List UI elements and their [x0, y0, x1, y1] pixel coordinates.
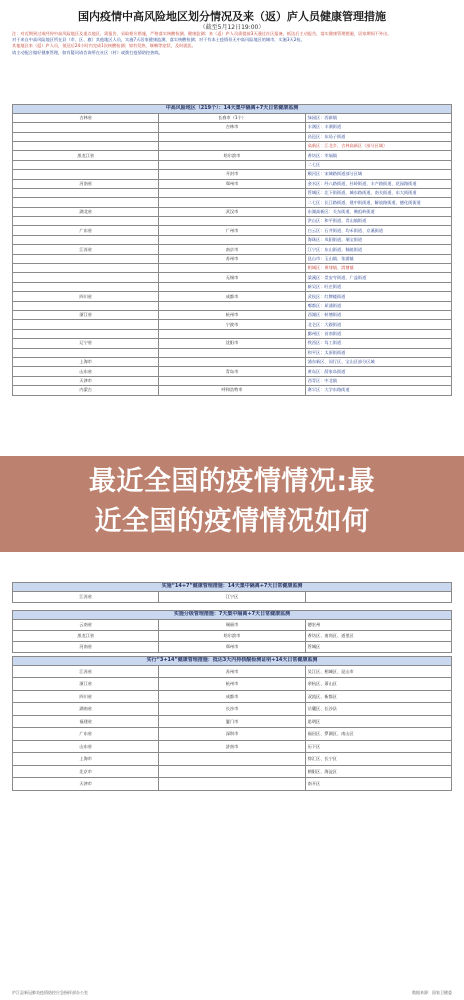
area-cell: 香坊区、南岗区、道里区 [305, 630, 451, 641]
table-row [13, 715, 452, 728]
city-cell: 青岛市 [159, 367, 305, 376]
table-row [13, 179, 452, 188]
table-row [13, 264, 452, 273]
province-cell: 云南省 [13, 619, 159, 630]
area-cell: 香坊区：幸福镇 [305, 151, 451, 160]
province-cell [13, 160, 159, 169]
section-header: 实施分级管理措施：7天集中隔离+7天日常健康监测 [13, 611, 452, 620]
area-cell: 管城区 [305, 641, 451, 652]
area-cell: 二七区 [305, 160, 451, 169]
province-cell: 浙江省 [13, 311, 159, 320]
city-cell [159, 132, 305, 141]
area-cell: 历下区 [305, 740, 451, 753]
province-cell: 江苏省 [13, 245, 159, 254]
notice-line: 对于来自中高风险地区所在县（市、区、旗）其他地区人员，实施7天居家健康监测，落实核酸检测；对于有本土疫情但无中高风险地区的城市，实施3天2检。 [12, 37, 305, 43]
city-cell: 长沙市 [159, 703, 305, 716]
table-row [13, 753, 452, 766]
area-cell: 西青区：中北镇 [305, 376, 451, 385]
province-cell [13, 235, 159, 244]
footer-source: 数据来源：国家卫健委 [412, 990, 452, 995]
table-row [13, 198, 452, 207]
table-row [13, 311, 452, 320]
area-cell: 朝阳区、海淀区 [305, 765, 451, 778]
table-row [13, 357, 452, 366]
table-row [13, 665, 452, 678]
area-cell: 绿园区：西新镇 [305, 113, 451, 122]
city-cell: 苏州市 [159, 665, 305, 678]
area-cell: 相城区：黄埭镇、渭塘镇 [305, 264, 451, 273]
province-cell [13, 320, 159, 329]
table-row [13, 254, 452, 263]
area-cell: 武侯区：红牌楼街道 [305, 292, 451, 301]
city-cell [159, 217, 305, 226]
city-cell: 无锡市 [159, 273, 305, 282]
table-row [13, 132, 452, 141]
area-cell: 二七区：长江路街道、建中街街道、解放路街道、德化街街道 [305, 198, 451, 207]
area-cell: 和平区：太原街街道 [305, 348, 451, 357]
province-cell: 浙江省 [13, 678, 159, 691]
document-footer [12, 990, 452, 996]
city-cell [159, 765, 305, 778]
city-cell: 成都市 [159, 292, 305, 301]
area-cell: 昌邑区：东局子街道 [305, 132, 451, 141]
table-row [13, 141, 452, 150]
area-cell: 高新区：江北乡、吉林高新区（部分区域） [305, 141, 451, 150]
city-cell: 瑞丽市 [159, 619, 305, 630]
city-cell: 长春市（1个） [159, 113, 305, 122]
city-cell: 杭州市 [159, 311, 305, 320]
city-cell: 郑州市 [159, 179, 305, 188]
area-cell: 铁西区：笃工街道 [305, 339, 451, 348]
province-cell: 河南省 [13, 641, 159, 652]
table-row [13, 376, 452, 385]
city-cell: 郑州市 [159, 641, 305, 652]
city-cell [159, 264, 305, 273]
area-cell: 西湖区：转塘街道 [305, 311, 451, 320]
table-row [13, 728, 452, 741]
area-cell: 梁溪区：崇安寺街道、广益街道 [305, 273, 451, 282]
table-row [13, 217, 452, 226]
city-cell [159, 348, 305, 357]
area-cell: 顺河区：宋城路街道部分区域 [305, 170, 451, 179]
province-cell: 黑龙江省 [13, 151, 159, 160]
city-cell: 广州市 [159, 226, 305, 235]
province-cell [13, 282, 159, 291]
overlay-title [0, 462, 464, 542]
table-row [13, 320, 452, 329]
province-cell [13, 123, 159, 132]
table-row [13, 151, 452, 160]
province-cell: 山东省 [13, 367, 159, 376]
city-cell [159, 198, 305, 207]
city-cell: 江宁区 [159, 591, 305, 602]
province-cell: 天津市 [13, 376, 159, 385]
area-cell: 东湖高新区：关东街道、佛祖岭街道 [305, 207, 451, 216]
area-cell: 鄞州区：首南街道 [305, 329, 451, 338]
table-row [13, 301, 452, 310]
city-cell [159, 357, 305, 366]
table-row [13, 619, 452, 630]
notice-line: 注：对近期到过或经停中高风险地区及重点地区，需报告，采取相应措施，严格落实核酸检测、健康监测；来（返）庐人员需提前3天通过社区报备，抵达后主动报告，落实健康管理措施，居家期间不外出。 [12, 31, 392, 36]
table-row [13, 282, 452, 291]
area-cell: 金水区：经八路街道、杜岭街道、丰产路街道、花园路街道 [305, 179, 451, 188]
table-row [13, 591, 452, 602]
table-row [13, 170, 452, 179]
management-table-3-14 [12, 656, 452, 791]
overlay-title-line: 近全国的疫情情况如何 [94, 506, 370, 537]
city-cell [159, 301, 305, 310]
province-cell [13, 217, 159, 226]
city-cell [159, 188, 305, 197]
area-cell: 洪山区：和平街道、青山镇街道 [305, 217, 451, 226]
province-cell [13, 273, 159, 282]
province-cell: 天津市 [13, 778, 159, 791]
area-cell: 海珠区：凤阳街道、瑞宝街道 [305, 235, 451, 244]
province-cell [13, 301, 159, 310]
table-row [13, 235, 452, 244]
area-cell: 郫都区：犀浦街道 [305, 301, 451, 310]
city-cell [159, 329, 305, 338]
table-row [13, 703, 452, 716]
province-cell: 江苏省 [13, 591, 159, 602]
province-cell: 福建省 [13, 715, 159, 728]
table-row [13, 123, 452, 132]
table-row [13, 765, 452, 778]
city-cell [159, 235, 305, 244]
section-header: 实行“3+14”健康管理措施：抵达3天内持核酸检测证明+14天日常健康监测 [13, 657, 452, 666]
area-cell: 福田区、罗湖区、南山区 [305, 728, 451, 741]
city-cell: 开封市 [159, 170, 305, 179]
area-cell: 丰满区：丰满街道 [305, 123, 451, 132]
city-cell: 宁波市 [159, 320, 305, 329]
city-cell: 杭州市 [159, 678, 305, 691]
table-row [13, 292, 452, 301]
area-cell: 思明区 [305, 715, 451, 728]
city-cell: 济南市 [159, 740, 305, 753]
table-row [13, 226, 452, 235]
table-row [13, 273, 452, 282]
province-cell [13, 188, 159, 197]
city-cell [159, 141, 305, 150]
table-row [13, 690, 452, 703]
area-cell: 北仑区：大碶街道 [305, 320, 451, 329]
table-row [13, 740, 452, 753]
province-cell: 江苏省 [13, 665, 159, 678]
province-cell [13, 170, 159, 179]
city-cell: 厦门市 [159, 715, 305, 728]
province-cell [13, 264, 159, 273]
city-cell [159, 376, 305, 385]
document-subtitle: （截至5月12日19:00） [199, 24, 265, 31]
province-cell: 黑龙江省 [13, 630, 159, 641]
table-row [13, 641, 452, 652]
city-cell: 深圳市 [159, 728, 305, 741]
table-row [13, 207, 452, 216]
province-cell [13, 132, 159, 141]
city-cell: 武汉市 [159, 207, 305, 216]
city-cell: 沈阳市 [159, 339, 305, 348]
province-cell: 河南省 [13, 179, 159, 188]
table-row [13, 630, 452, 641]
table-row [13, 160, 452, 169]
province-cell [13, 141, 159, 150]
province-cell: 广东省 [13, 728, 159, 741]
province-cell: 广东省 [13, 226, 159, 235]
province-cell [13, 348, 159, 357]
footer-issuer: 庐江县新冠肺炎疫情防控应急指挥部办公室 [12, 990, 88, 995]
table-row [13, 188, 452, 197]
area-cell: 南开区 [305, 778, 451, 791]
notice-block [12, 31, 452, 56]
area-cell: 德宏州 [305, 619, 451, 630]
area-cell: 黄岛区：薛家岛街道 [305, 367, 451, 376]
table-row [13, 386, 452, 395]
table-row [13, 329, 452, 338]
table-row [13, 113, 452, 122]
notice-line: 请主动配合做好健康管理，如有疑问请咨询所在社区（村）或拨打疫情防控热线。 [12, 49, 163, 55]
province-cell: 四川省 [13, 292, 159, 301]
province-cell: 内蒙古 [13, 386, 159, 395]
city-cell: 吉林市 [159, 123, 305, 132]
section-header: 实施“14+7”健康管理措施：14天集中隔离+7天日常健康监测 [13, 583, 452, 592]
city-cell: 成都市 [159, 690, 305, 703]
area-cell: 余杭区、萧山区 [305, 678, 451, 691]
province-cell: 吉林省 [13, 113, 159, 122]
city-cell: 哈尔滨市 [159, 151, 305, 160]
table-row [13, 778, 452, 791]
area-cell: 白云区：石井街道、均禾街道、京溪街道 [305, 226, 451, 235]
area-cell: 徐汇区、长宁区 [305, 753, 451, 766]
province-cell: 湖南省 [13, 703, 159, 716]
city-cell [159, 753, 305, 766]
management-table-14-7 [12, 582, 452, 603]
table-row [13, 339, 452, 348]
province-cell: 上海市 [13, 357, 159, 366]
area-cell [305, 591, 451, 602]
management-table-7-7 [12, 610, 452, 653]
area-cell: 双流区、新都区 [305, 690, 451, 703]
province-cell: 四川省 [13, 690, 159, 703]
document-title: 国内疫情中高风险地区划分情况及来（返）庐人员健康管理措施 [78, 10, 386, 23]
notice-line: 其他地区来（返）庐人员，抵达后24小时内完成1次核酸检测；如有发热、咳嗽等症状，及时就医。 [12, 43, 196, 49]
province-cell [13, 254, 159, 263]
area-cell: 江宁区：东山街道、秣陵街道 [305, 245, 451, 254]
city-cell [159, 160, 305, 169]
city-cell: 呼和浩特市 [159, 386, 305, 395]
area-cell: 吴江区、相城区、昆山市 [305, 665, 451, 678]
area-cell: 昆山市：玉山镇、张浦镇 [305, 254, 451, 263]
table-row [13, 245, 452, 254]
table-row [13, 348, 452, 357]
city-cell: 南京市 [159, 245, 305, 254]
table-row [13, 367, 452, 376]
province-cell: 辽宁省 [13, 339, 159, 348]
province-cell: 湖北省 [13, 207, 159, 216]
area-cell: 浦东新区、闵行区、宝山区部分区域 [305, 357, 451, 366]
section-header: 中高风险地区（219个）：14天集中隔离+7天日常健康监测 [13, 105, 452, 114]
province-cell: 山东省 [13, 740, 159, 753]
province-cell [13, 198, 159, 207]
province-cell: 北京市 [13, 765, 159, 778]
city-cell [159, 778, 305, 791]
province-cell: 上海市 [13, 753, 159, 766]
province-cell [13, 329, 159, 338]
area-cell: 管城区：北下街街道、城东路街道、南关街道、东大街街道 [305, 188, 451, 197]
table-row [13, 678, 452, 691]
area-cell: 岳麓区、长沙县 [305, 703, 451, 716]
risk-area-table [12, 104, 452, 396]
area-cell: 赛罕区：大学东路街道 [305, 386, 451, 395]
area-cell: 新吴区：旺庄街道 [305, 282, 451, 291]
city-cell [159, 282, 305, 291]
overlay-title-line: 最近全国的疫情情况:最 [88, 466, 376, 497]
city-cell: 哈尔滨市 [159, 630, 305, 641]
city-cell: 苏州市 [159, 254, 305, 263]
